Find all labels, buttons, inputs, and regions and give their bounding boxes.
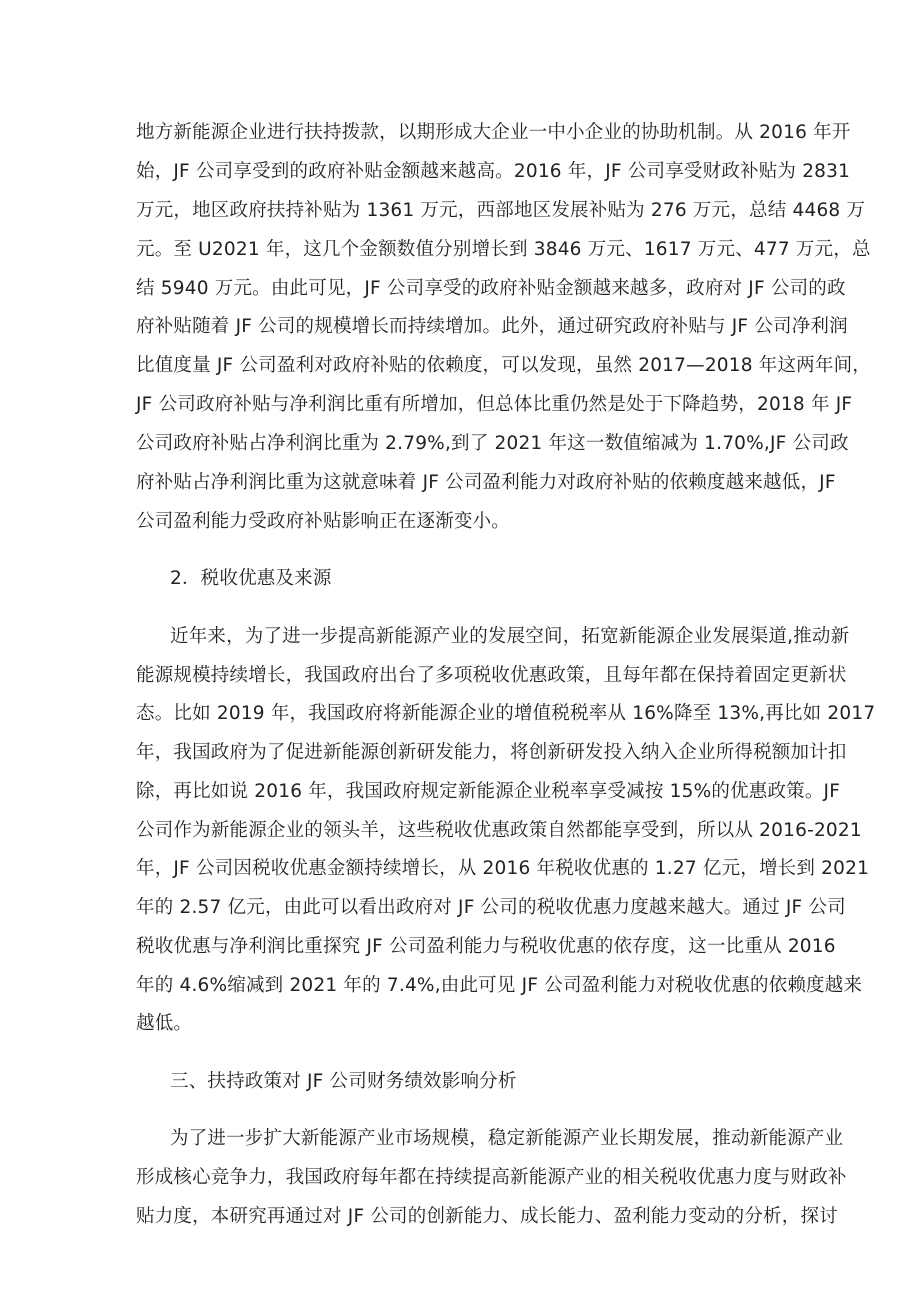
text-line: 公司作为新能源企业的领头羊，这些税收优惠政策自然都能享受到，所以从 2016-2021: [136, 820, 862, 841]
text-line: 形成核心竞争力，我国政府每年都在持续提高新能源产业的相关税收优惠力度与财政补: [136, 1167, 847, 1188]
text-line: 态。比如 2019 年，我国政府将新能源企业的增值税税率从 16%降至 13%,再比如 2017: [136, 703, 876, 724]
text-line: 年的 4.6%缩减到 2021 年的 7.4%,由此可见 JF 公司盈利能力对税收优惠的依赖度越来: [136, 975, 863, 996]
section-heading-tax-incentives: 2．税收优惠及来源: [170, 568, 332, 589]
section-heading-policy-impact: 三、扶持政策对 JF 公司财务绩效影响分析: [170, 1071, 517, 1092]
text-line: 年，我国政府为了促进新能源创新研发能力，将创新研发投入纳入企业所得税额加计扣: [136, 742, 847, 763]
text-line: 贴力度，本研究再通过对 JF 公司的创新能力、成长能力、盈利能力变动的分析，探讨: [136, 1206, 838, 1227]
text-line: 万元，地区政府扶持补贴为 1361 万元，西部地区发展补贴为 276 万元，总结 4468 万: [136, 200, 866, 221]
text-line: 地方新能源企业进行扶持拨款，以期形成大企业一中小企业的协助机制。从 2016 年开: [136, 122, 851, 143]
text-line: 公司盈利能力受政府补贴影响正在逐渐变小。: [136, 511, 511, 532]
text-line: 年，JF 公司因税收优惠金额持续增长，从 2016 年税收优惠的 1.27 亿元，增长到 2021: [136, 858, 870, 879]
text-line: 始，JF 公司享受到的政府补贴金额越来越高。2016 年，JF 公司享受财政补贴为 2831: [136, 161, 851, 182]
text-line: 越低。: [136, 1013, 193, 1034]
text-line: 年的 2.57 亿元，由此可以看出政府对 JF 公司的税收优惠力度越来越大。通过 JF 公司: [136, 897, 846, 918]
text-line: 能源规模持续增长，我国政府出台了多项税收优惠政策，且每年都在保持着固定更新状: [136, 665, 847, 686]
text-line: 结 5940 万元。由此可见，JF 公司享受的政府补贴金额越来越多，政府对 JF 公司的政: [136, 278, 846, 299]
text-line: 除，再比如说 2016 年，我国政府规定新能源企业税率享受减按 15%的优惠政策。JF: [136, 781, 841, 802]
text-line: 府补贴随着 JF 公司的规模增长而持续增加。此外，通过研究政府补贴与 JF 公司净利润: [136, 316, 848, 337]
text-line: JF 公司政府补贴与净利润比重有所增加，但总体比重仍然是处于下降趋势，2018 年 JF: [136, 394, 853, 415]
text-line: 比值度量 JF 公司盈利对政府补贴的依赖度，可以发现，虽然 2017—2018 年这两年间，: [136, 355, 871, 376]
text-line: 公司政府补贴占净利润比重为 2.79%,到了 2021 年这一数值缩减为 1.70%,JF 公司政: [136, 433, 849, 454]
text-line: 府补贴占净利润比重为这就意味着 JF 公司盈利能力对政府补贴的依赖度越来越低，JF: [136, 472, 836, 493]
text-line: 元。至 U2021 年，这几个金额数值分别增长到 3846 万元、1617 万元、477 万元，总: [136, 239, 871, 260]
text-line: 税收优惠与净利润比重探究 JF 公司盈利能力与税收优惠的依存度，这一比重从 2016: [136, 936, 836, 957]
text-line: 近年来，为了进一步提高新能源产业的发展空间，拓宽新能源企业发展渠道,推动新: [170, 626, 850, 647]
text-line: 为了进一步扩大新能源产业市场规模，稳定新能源产业长期发展，推动新能源产业: [170, 1128, 844, 1149]
